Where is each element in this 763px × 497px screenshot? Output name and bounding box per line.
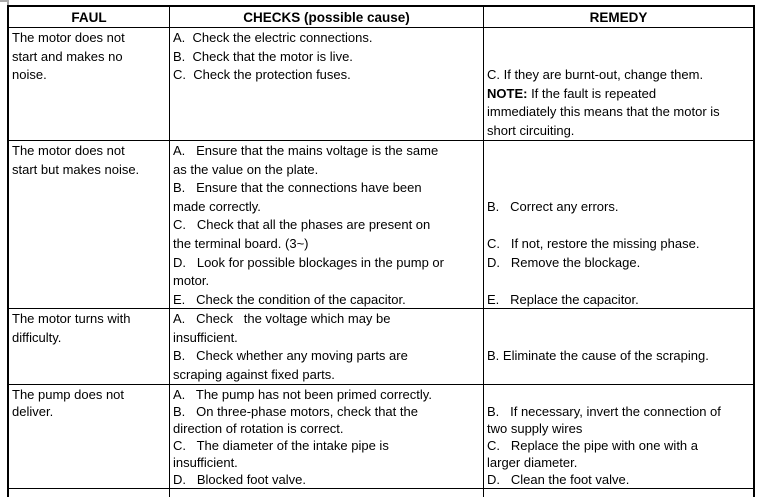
fault-cell — [9, 28, 170, 141]
text-line: start and makes no — [12, 48, 123, 64]
fault-cell — [9, 309, 170, 385]
header-fault: FAUL — [9, 7, 170, 28]
checks-cell — [170, 141, 484, 309]
blank-line — [487, 48, 750, 67]
table-row — [9, 309, 753, 385]
checks-cell — [170, 489, 484, 497]
partial-next-row — [9, 489, 753, 497]
text-line: B. Check that the motor is live. — [173, 48, 353, 64]
text-line: A. Ensure that the mains voltage is the same — [173, 143, 439, 158]
text-line: The motor does not — [12, 143, 125, 158]
text-line: immediately this means that the motor is — [487, 104, 720, 120]
text-line: D. Remove the blockage. — [487, 254, 641, 270]
blank-line — [487, 179, 750, 198]
remedy-cell — [484, 28, 753, 141]
fault-cell — [9, 385, 170, 489]
blank-line — [487, 216, 750, 235]
text-line: insufficient. — [173, 455, 238, 471]
text-line: C. Check that all the phases are present on — [173, 217, 431, 233]
table-row — [9, 385, 753, 489]
table-row — [9, 28, 753, 141]
text-line: C. If they are burnt-out, change them. — [487, 67, 704, 83]
table-header-row — [9, 7, 753, 28]
remedy-cell — [484, 309, 753, 385]
text-line: insufficient. — [173, 329, 238, 345]
note-label: NOTE: — [487, 85, 528, 101]
text-line: D. Blocked foot valve. — [173, 472, 306, 488]
text-line: E. Replace the capacitor. — [487, 291, 639, 307]
blank-line — [487, 386, 750, 403]
text-line: The motor turns with — [12, 311, 131, 326]
text-line: B. Ensure that the connections have been — [173, 180, 422, 196]
text-line: B. On three-phase motors, check that the — [173, 404, 418, 420]
blank-line — [487, 329, 750, 348]
note-text: If the fault is repeated — [527, 85, 657, 101]
blank-line — [487, 29, 750, 48]
fault-cell — [9, 141, 170, 309]
text-line: deliver. — [12, 404, 54, 420]
text-line: larger diameter. — [487, 455, 578, 471]
text-line: C. Check the protection fuses. — [173, 67, 351, 83]
text-line: D. Look for possible blockages in the pump or — [173, 254, 444, 270]
text-line: B. Eliminate the cause of the scraping. — [487, 348, 709, 364]
blank-line — [487, 142, 750, 161]
troubleshooting-table — [7, 5, 755, 497]
text-line: motor. — [173, 273, 210, 289]
text-line: two supply wires — [487, 421, 583, 437]
text-line: D. Clean the foot valve. — [487, 472, 630, 488]
header-remedy: REMEDY — [484, 7, 753, 28]
blank-line — [487, 272, 750, 291]
table-row — [9, 141, 753, 309]
text-line: C. If not, restore the missing phase. — [487, 235, 700, 251]
text-line: A. Check the voltage which may be — [173, 311, 391, 326]
text-line: as the value on the plate. — [173, 161, 319, 177]
text-line: direction of rotation is correct. — [173, 421, 344, 437]
text-line: E. Check the condition of the capacitor. — [173, 291, 406, 307]
text-line: start but makes noise. — [12, 161, 140, 177]
checks-cell — [170, 385, 484, 489]
header-checks: CHECKS (possible cause) — [170, 7, 484, 28]
text-line: B. Correct any errors. — [487, 198, 619, 214]
text-line: made correctly. — [173, 198, 261, 214]
checks-cell — [170, 28, 484, 141]
text-line: B. Check whether any moving parts are — [173, 348, 408, 364]
checks-cell — [170, 309, 484, 385]
text-line: C. The diameter of the intake pipe is — [173, 438, 389, 454]
remedy-cell — [484, 385, 753, 489]
text-line: noise. — [12, 67, 47, 83]
text-line: B. If necessary, invert the connection of — [487, 404, 721, 420]
note-line — [487, 85, 750, 104]
text-line: A. The pump has not been primed correctly. — [173, 387, 432, 402]
blank-line — [487, 310, 750, 329]
blank-line — [487, 161, 750, 180]
remedy-cell — [484, 141, 753, 309]
text-line: short circuiting. — [487, 122, 575, 138]
text-line: C. Replace the pipe with one with a — [487, 438, 699, 454]
fault-cell — [9, 489, 170, 497]
text-line: scraping against fixed parts. — [173, 366, 335, 382]
text-line: A. Check the electric connections. — [173, 30, 373, 45]
remedy-cell — [484, 489, 753, 497]
text-line: The pump does not — [12, 387, 125, 402]
text-line: The motor does not — [12, 30, 125, 45]
text-line: the terminal board. (3~) — [173, 235, 309, 251]
text-line: difficulty. — [12, 329, 62, 345]
